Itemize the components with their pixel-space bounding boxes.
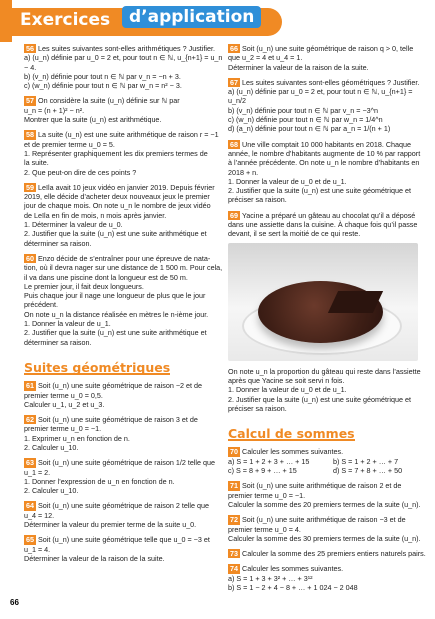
exercise-number: 73 xyxy=(230,549,238,559)
sum-item: d) S = 7 + 8 + … + 50 xyxy=(333,466,403,476)
exercise-text: Soit (u_n) une suite géométrique de raison 2 telle que xyxy=(38,501,210,511)
exercise-text: 1. Donner la valeur de u_1. xyxy=(24,319,111,329)
exercise-text: 2018 + n. xyxy=(228,167,259,177)
exercise-text: Déterminer la valeur du premier terme de la suite u_0. xyxy=(24,520,197,530)
exercise-number: 70 xyxy=(230,447,238,457)
exercise-text: premier terme u_0 = −1. xyxy=(228,490,306,500)
exercise-text: a) S = 1 + 3 + 3² + … + 3¹² xyxy=(228,573,313,583)
exercise-text: 1. Exprimer u_n en fonction de n. xyxy=(24,433,130,443)
exercise-number: 65 xyxy=(26,535,34,545)
exercise-74 xyxy=(228,564,428,592)
exercise-text: On note u_n la distance réalisée en mètres le n-ième jour. xyxy=(24,309,209,319)
sums-row xyxy=(228,457,428,466)
exercise-text: Déterminer la valeur de la raison de la suite. xyxy=(228,62,369,72)
exercise-text: précédent. xyxy=(24,300,58,310)
exercise-text: déterminer sa raison. xyxy=(24,337,92,347)
exercise-text: Le premier jour, il fait deux longueurs. xyxy=(24,281,144,291)
exercise-text: b) (v_n) définie pour tout n ∈ ℕ par v_n = −3^n xyxy=(228,105,379,115)
sums-row xyxy=(228,466,428,475)
exercise-text: préciser sa raison. xyxy=(228,195,287,205)
exercise-text: Calculer la somme des 20 premiers termes de la suite (u_n). xyxy=(228,499,421,509)
exercise-number: 69 xyxy=(230,210,238,220)
exercise-text: Soit (u_n) une suite géométrique de raison 1/2 telle que xyxy=(38,458,216,468)
exercise-text: Soit (u_n) une suite géométrique telle que u_0 = −3 et xyxy=(38,535,210,545)
exercise-number: 67 xyxy=(230,77,238,87)
exercise-text: 1. Déterminer la valeur de u_0. xyxy=(24,220,123,230)
header-accent-bar xyxy=(0,0,12,42)
exercise-number: 60 xyxy=(26,253,34,263)
exercise-text: Soit (u_n) une suite géométrique de raison −2 et de xyxy=(38,381,203,391)
exercise-62 xyxy=(24,415,224,452)
exercise-number: 57 xyxy=(26,96,34,106)
exercise-number: 71 xyxy=(230,481,238,491)
exercise-text: On note u_n la proportion du gâteau qui reste dans l’assiette xyxy=(228,366,421,376)
chocolate-cake-photo xyxy=(228,243,418,361)
exercise-number: 59 xyxy=(26,182,34,192)
exercise-67 xyxy=(228,78,428,134)
section-title-calcul-de-sommes: Calcul de sommes xyxy=(228,426,355,442)
exercise-number: 66 xyxy=(230,44,238,53)
exercise-text: Soit (u_n) une suite arithmétique de raison 2 et de xyxy=(242,481,402,491)
exercise-text: Calculer les sommes suivantes. xyxy=(242,447,344,457)
exercise-61 xyxy=(24,381,224,409)
exercise-text: 1. Donner l’expression de u_n en fonction de n. xyxy=(24,476,175,486)
exercise-text: Une ville comptait 10 000 habitants en 2018. Chaque xyxy=(242,139,412,149)
exercise-text: Soit (u_n) une suite géométrique de raison q > 0, telle xyxy=(242,44,414,53)
exercise-60 xyxy=(24,254,224,347)
exercise-text: préciser sa raison. xyxy=(228,403,287,413)
exercise-text: tion, où il devra nager sur une distance de 1 500 m. Pour cela, xyxy=(24,263,223,273)
exercise-text: à l’année précédente. On note u_n le nombre d’habitants en xyxy=(228,158,420,168)
exercise-text: dans une assiette dans la cuisine. À chaque fois qu’il passe xyxy=(228,220,418,230)
exercise-text: devant, il se sert la moitié de ce qui reste. xyxy=(228,229,361,239)
exercise-text: d) (a_n) définie pour tout n ∈ ℕ par a_n = 1/(n + 1) xyxy=(228,124,391,134)
page-number: 66 xyxy=(10,598,19,607)
exercise-66 xyxy=(228,44,428,72)
exercise-text: il va dans une piscine dont la longueur est de 50 m. xyxy=(24,272,188,282)
exercise-text: 2. Que peut-on dire de ces points ? xyxy=(24,167,137,177)
exercise-text: premier terme u_0 = 0,5. xyxy=(24,390,103,400)
exercise-text: déterminer sa raison. xyxy=(24,238,92,248)
sum-item: a) S = 1 + 2 + 3 + … + 15 xyxy=(228,456,310,466)
header-title-application: d’application xyxy=(122,6,261,28)
exercise-70 xyxy=(228,447,428,475)
right-column xyxy=(228,44,428,598)
exercise-number: 62 xyxy=(26,415,34,425)
exercise-number: 72 xyxy=(230,515,238,525)
exercise-number: 68 xyxy=(230,139,238,149)
exercise-57 xyxy=(24,96,224,124)
exercise-text: Soit (u_n) une suite arithmétique de raison −3 et de xyxy=(242,515,406,525)
exercise-63 xyxy=(24,458,224,495)
exercise-56 xyxy=(24,44,224,90)
exercise-72 xyxy=(228,515,428,543)
exercise-65 xyxy=(24,535,224,563)
exercise-text: Calculer la somme des 30 premiers termes de la suite (u_n). xyxy=(228,533,421,543)
exercise-text: Les suites suivantes sont-elles géométriques ? Justifier. xyxy=(242,77,420,87)
left-column xyxy=(24,44,224,569)
exercise-text: Calculer la somme des 25 premiers entiers naturels pairs. xyxy=(242,549,426,559)
exercise-text: après que Yacine se soit servi n fois. xyxy=(228,375,345,385)
exercise-number: 61 xyxy=(26,381,34,391)
exercise-text: u_4 = 12. xyxy=(24,510,55,520)
section-title-suites-geometriques: Suites géométriques xyxy=(24,359,171,375)
exercise-text: que u_2 = 4 et u_4 = 1. xyxy=(228,53,303,63)
exercise-text: u_1 = 2. xyxy=(24,467,51,477)
header-title-exercices: Exercices xyxy=(20,10,111,30)
exercise-text: Montrer que la suite (u_n) est arithmétique. xyxy=(24,115,162,125)
exercise-number: 58 xyxy=(26,130,34,140)
exercise-text: Les suites suivantes sont-elles arithmétiques ? Justifier. xyxy=(38,44,215,53)
exercise-text: premier terme u_0 = −1. xyxy=(24,424,102,434)
exercise-69 xyxy=(228,211,428,413)
exercise-text: 2. Justifier que la suite (u_n) est une suite géométrique et xyxy=(228,394,411,404)
exercise-text: Calculer les sommes suivantes. xyxy=(242,564,344,574)
exercise-text: 1. Représenter graphiquement les dix premiers termes de xyxy=(24,148,208,158)
page-header xyxy=(0,0,435,42)
exercise-text: b) S = 1 − 2 + 4 − 8 + … + 1 024 − 2 048 xyxy=(228,582,358,592)
exercise-text: Yacine a préparé un gâteau au chocolat qu’il a déposé xyxy=(242,210,416,220)
exercise-text: 2. Calculer u_10. xyxy=(24,486,79,496)
exercise-text: b) (v_n) définie pour tout n ∈ ℕ par v_n = −n + 3. xyxy=(24,71,181,81)
exercise-text: On considère la suite (u_n) définie sur ℕ par xyxy=(38,96,180,106)
exercise-text: année, le nombre d’habitants augmente de 10 % par rapport xyxy=(228,148,421,158)
exercise-text: u_1 = 4. xyxy=(24,544,51,554)
exercise-58 xyxy=(24,130,224,176)
exercise-text: c) (w_n) définie pour tout n ∈ ℕ par w_n = n² − 3. xyxy=(24,81,182,91)
exercise-text: 2. Justifier que la suite (u_n) est une suite arithmétique et xyxy=(24,229,207,239)
exercise-number: 74 xyxy=(230,564,238,574)
exercise-text: 2. Calculer u_10. xyxy=(24,442,79,452)
exercise-number: 63 xyxy=(26,458,34,468)
exercise-text: 2. Justifier que la suite (u_n) est une suite géométrique et xyxy=(228,186,411,196)
exercise-text: jour de chaque mois. On note u_n le nombre de jeux vidéo xyxy=(24,201,211,211)
exercise-text: la suite. xyxy=(24,158,49,168)
exercise-text: de Leïla en fin de mois, n mois après janvier. xyxy=(24,210,167,220)
exercise-text: Puis chaque jour il nage une longueur de plus que le jour xyxy=(24,291,206,301)
exercise-text: 2019, elle décide d’acheter deux nouveaux jeux le premier xyxy=(24,192,210,202)
exercise-73 xyxy=(228,549,428,558)
exercise-text: Soit (u_n) une suite géométrique de raison 3 et de xyxy=(38,415,198,425)
exercise-number: 56 xyxy=(26,44,34,53)
exercise-text: 2. Justifier que la suite (u_n) est une suite arithmétique et xyxy=(24,328,207,338)
exercise-text: a) (u_n) définie par u_0 = 2 et, pour tout n ∈ ℕ, u_{n+1} = u_n − 4. xyxy=(24,53,223,72)
exercise-text: Déterminer la valeur de la raison de la suite. xyxy=(24,553,165,563)
exercise-text: premier terme u_0 = 4. xyxy=(228,524,301,534)
exercise-text: Leïla avait 10 jeux vidéo en janvier 2019. Depuis février xyxy=(38,182,215,192)
exercise-text: a) (u_n) définie par u_0 = 2 et, pour tout n ∈ ℕ, u_{n+1} = u_n/2 xyxy=(228,87,413,106)
exercise-64 xyxy=(24,501,224,529)
exercise-text: La suite (u_n) est une suite arithmétique de raison r = −1 xyxy=(38,130,219,140)
exercise-text: et de premier terme u_0 = 5. xyxy=(24,139,115,149)
exercise-text: u_n = (n + 1)² − n². xyxy=(24,105,85,115)
sum-item: b) S = 1 + 2 + … + 7 xyxy=(333,456,399,466)
exercise-number: 64 xyxy=(26,501,34,511)
exercise-text: 1. Donner la valeur de u_0 et de u_1. xyxy=(228,176,347,186)
exercise-68 xyxy=(228,140,428,205)
exercise-text: c) (w_n) définie pour tout n ∈ ℕ par w_n = 1/4^n xyxy=(228,115,383,125)
exercise-text: Enzo décide de s’entraîner pour une épreuve de nata- xyxy=(38,253,211,263)
exercise-71 xyxy=(228,481,428,509)
exercise-text: 1. Donner la valeur de u_0 et de u_1. xyxy=(228,385,347,395)
exercise-59 xyxy=(24,183,224,248)
sum-item: c) S = 8 + 9 + … + 15 xyxy=(228,466,297,476)
exercise-text: Calculer u_1, u_2 et u_3. xyxy=(24,399,105,409)
